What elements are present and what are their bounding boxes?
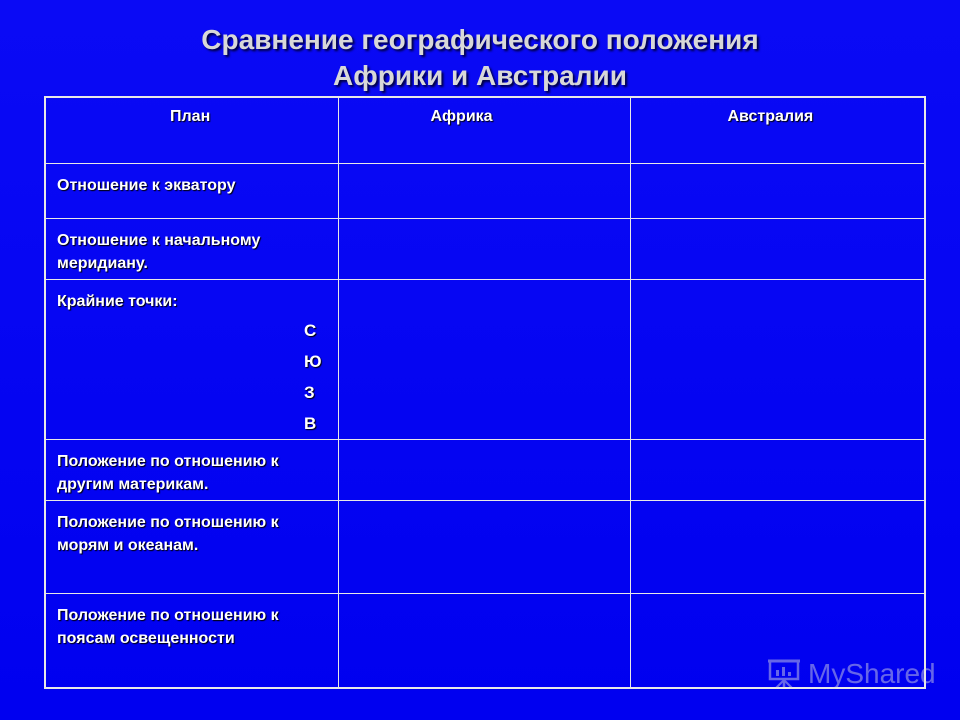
- africa-cell: [338, 218, 630, 279]
- australia-cell: [630, 279, 925, 439]
- africa-cell: [338, 500, 630, 593]
- header-australia: Австралия: [630, 97, 925, 163]
- table-row: [45, 218, 925, 279]
- row-label: Крайние точки: С Ю З В: [45, 279, 338, 439]
- africa-cell: [338, 439, 630, 500]
- direction-south: Ю: [304, 351, 322, 371]
- australia-cell: [630, 500, 925, 593]
- row-label: Положение по отношению к другим материкам.: [45, 439, 338, 500]
- extreme-points-list: [46, 313, 338, 439]
- page-title: [0, 22, 960, 94]
- watermark: [766, 658, 936, 690]
- table-row: [45, 163, 925, 218]
- row-label: Положение по отношению к морям и океанам.: [45, 500, 338, 593]
- table-row: [45, 500, 925, 593]
- direction-west: З: [304, 382, 315, 402]
- presentation-board-icon: [766, 658, 802, 690]
- table-row: [45, 279, 925, 439]
- africa-cell: [338, 279, 630, 439]
- africa-cell: [338, 593, 630, 688]
- africa-cell: [338, 163, 630, 218]
- row-label: Отношение к начальному меридиану.: [45, 218, 338, 279]
- australia-cell: [630, 439, 925, 500]
- direction-north: С: [304, 320, 317, 340]
- header-africa: Африка: [338, 97, 630, 163]
- row-label: Отношение к экватору: [45, 163, 338, 218]
- table-header-row: [45, 97, 925, 163]
- title-line-1: Сравнение географического положения: [201, 24, 759, 55]
- title-line-2: Африки и Австралии: [333, 60, 627, 91]
- direction-east: В: [304, 413, 317, 433]
- header-plan: План: [45, 97, 338, 163]
- table-row: [45, 439, 925, 500]
- australia-cell: [630, 218, 925, 279]
- row-label: Положение по отношению к поясам освещенности: [45, 593, 338, 688]
- comparison-table: [44, 96, 926, 689]
- watermark-text: MyShared: [808, 658, 936, 689]
- australia-cell: [630, 163, 925, 218]
